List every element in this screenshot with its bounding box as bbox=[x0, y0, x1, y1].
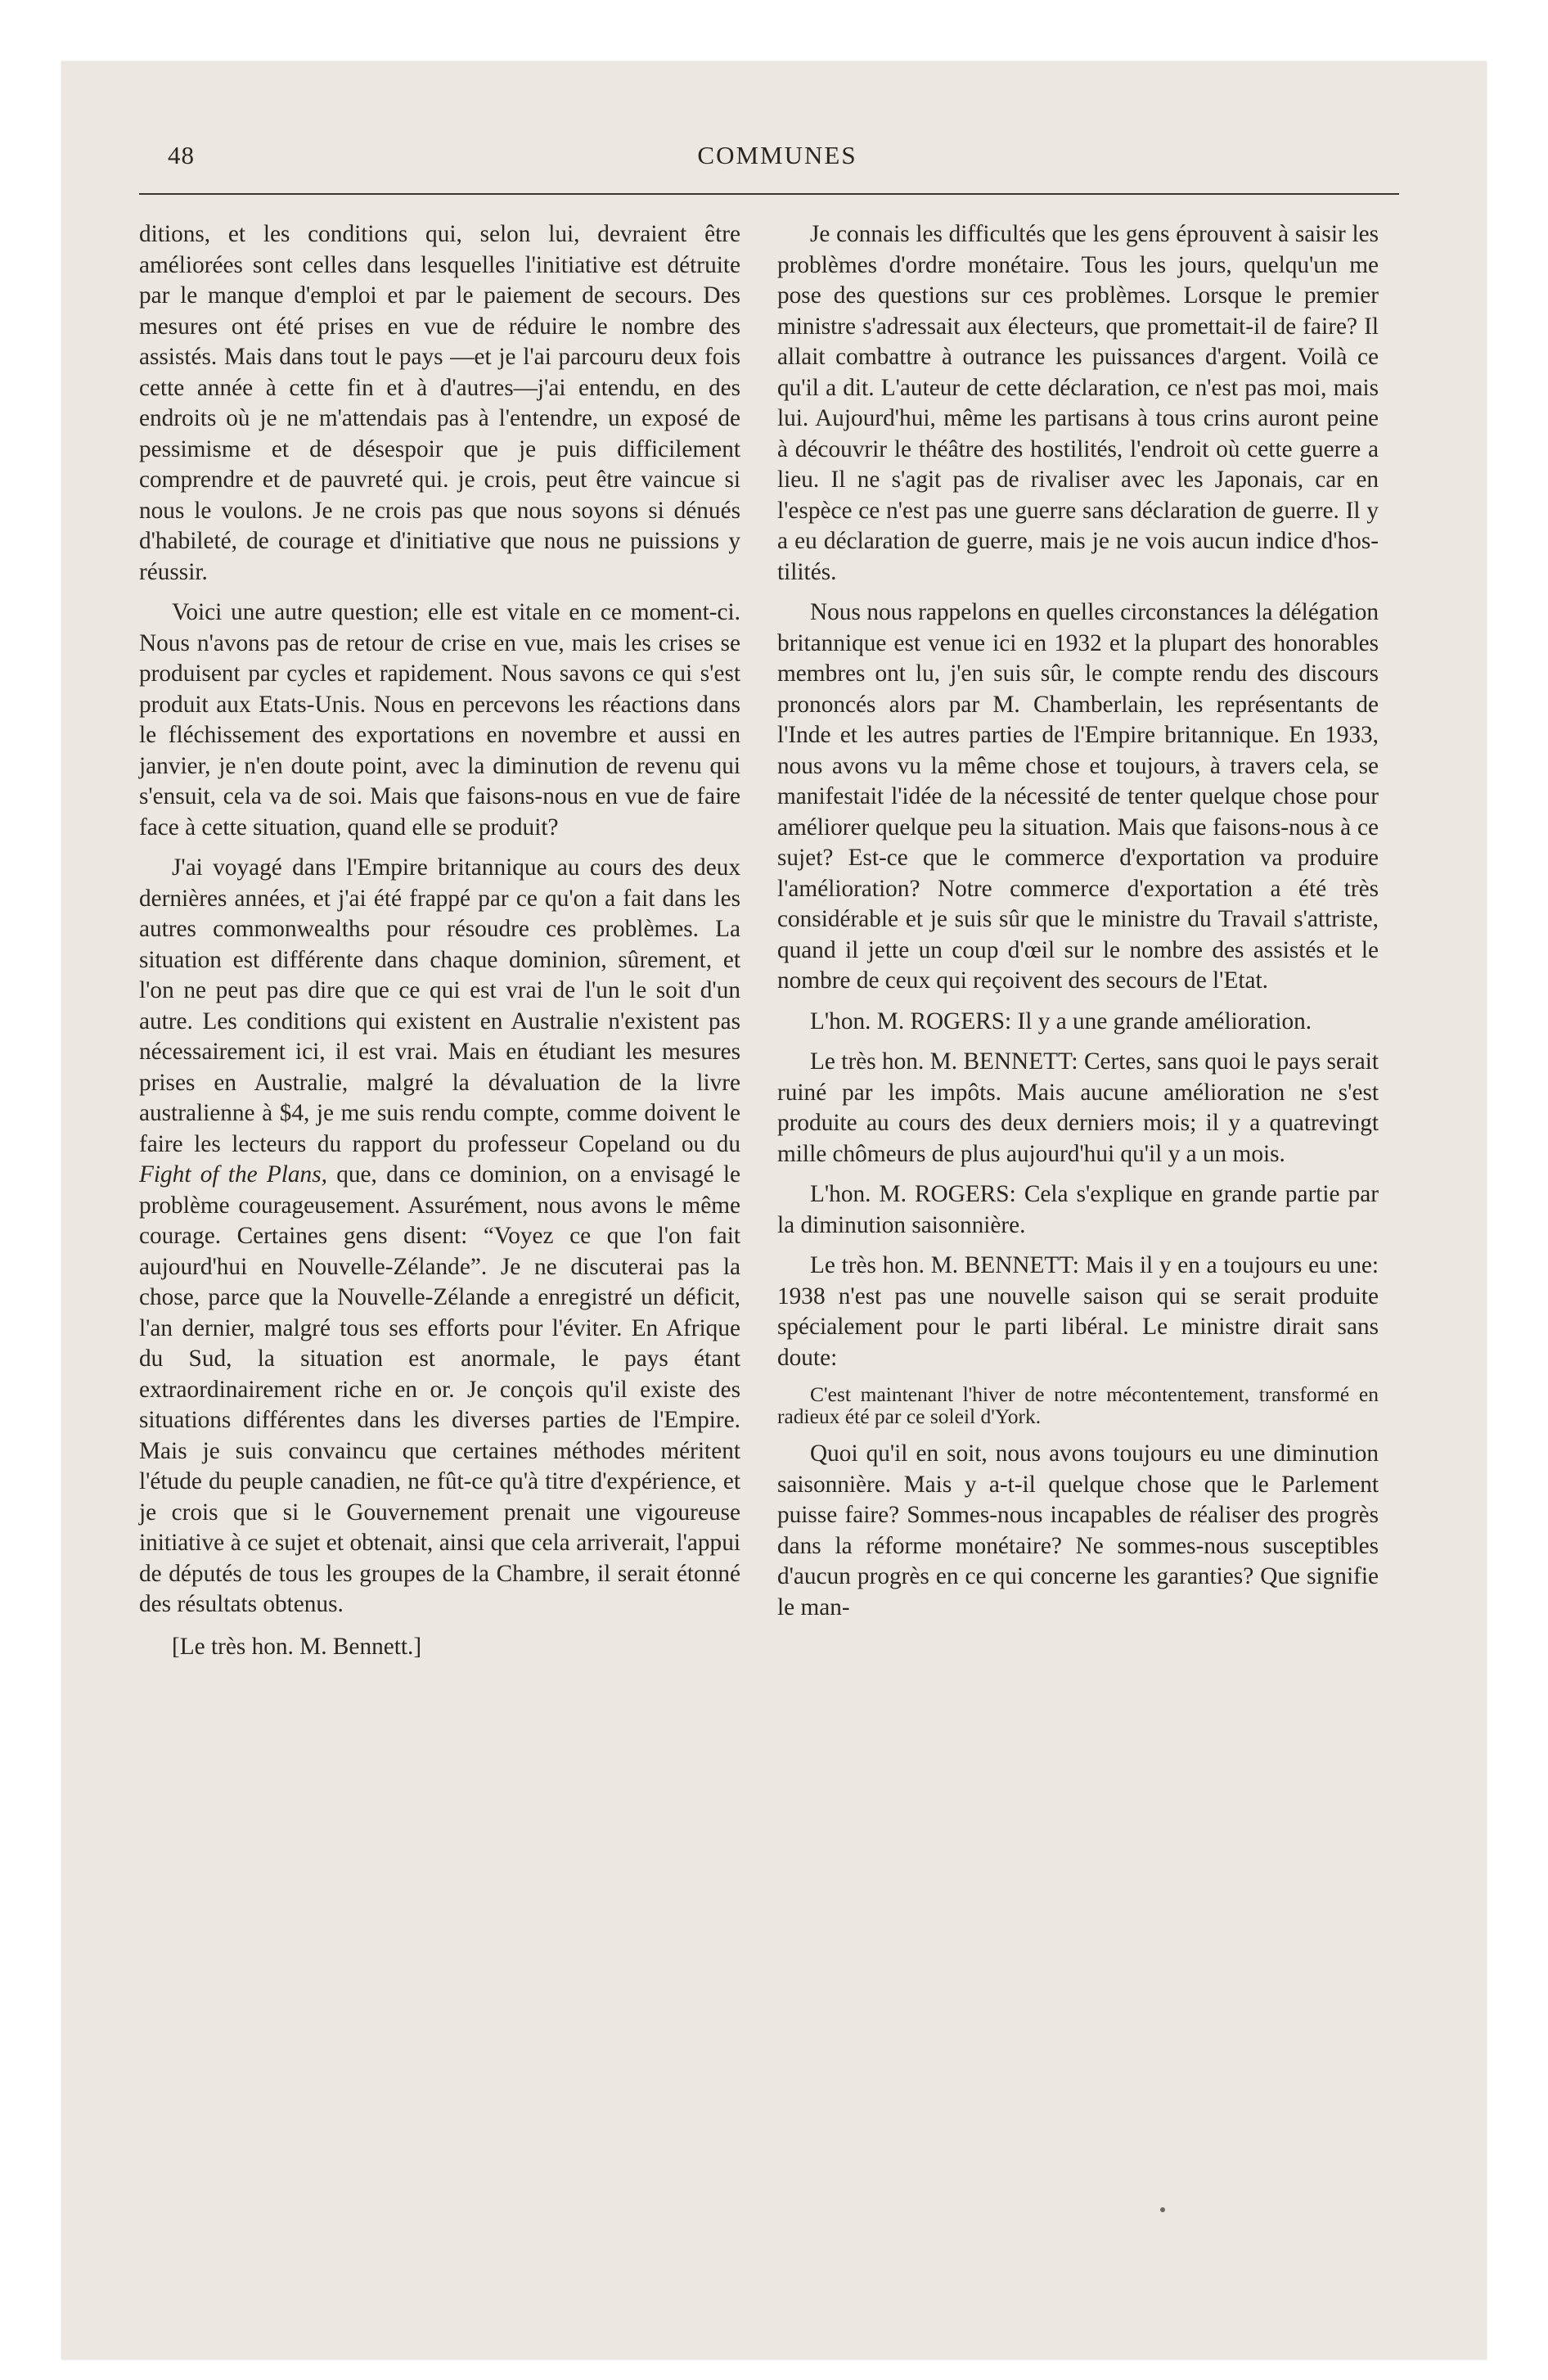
paragraph: ditions, et les conditions qui, selon lui, devraient être améliorées sont celles dans lesquelles l'initiative est détruite par le manque d'emploi et par le paiement de secours. Des mesures ont été prises en vue de réduire le nombre des assistés. Mais dans tout le pays —et je l'ai parcouru deux fois cette année à cette fin et à d'autres—j'ai entendu, en des endroits où je ne m'attendais pas à l'entendre, un exposé de pessimisme et de désespoir que je puis difficilement comprendre et de pauvreté qui. je crois, peut être vaincue si nous le voulons. Je ne crois pas que nous soyons si dénués d'habileté, de courage et d'initiative que nous ne puissions y réussir. bbox=[139, 221, 740, 585]
paragraph: Le très hon. M. BENNETT: Mais il y en a toujours eu une: 1938 n'est pas une nouvelle saison qui se serait produite spécialement pour le parti libéral. Le ministre dirait sans doute: bbox=[777, 1252, 1379, 1371]
running-title: COMMUNES bbox=[697, 141, 857, 169]
paragraph-text: J'ai voyagé dans l'Empire britannique au cours des deux dernières années, et j'ai été frappé par ce qu'on a fait dans les autres commonwealths pour résoudre ces problèmes. La situation est différente dans chaque dominion, sûrement, et l'on ne peut pas dire que ce qui est vrai de l'un le soit d'un autre. Les conditions qui existent en Australie n'existent pas nécessairement ici, il est vrai. Mais en étudiant les mesures prises en Australie, malgré la dévaluation de la livre australienne à $4, je me suis rendu compte, comme doivent le faire les lecteurs du rapport du professeur Copeland ou du bbox=[139, 854, 740, 1157]
paragraph: Le très hon. M. BENNETT: Certes, sans quoi le pays serait ruiné par les impôts. Mais aucune amélioration ne s'est produite au cours des deux derniers mois; il y a quatrevingt mille chômeurs de plus aujourd'hui qu'il y a un mois. bbox=[777, 1048, 1379, 1167]
paragraph: Nous nous rappelons en quelles circonstances la délégation britannique est venue ici en 1932 et la plupart des honorables membres ont lu, j'en suis sûr, le compte rendu des discours prononcés alors par M. Chamberlain, les représentants de l'Inde et les autres parties de l'Empire britannique. En 1933, nous avons vu la même chose et toujours, à travers cela, se manifestait l'idée de la nécessité de tenter quelque chose pour améliorer quelque peu la situation. Mais que faisons-nous à ce sujet? Est-ce que le commerce d'exportation va produire l'amélioration? Notre commerce d'exportation a été très considérable et je suis sûr que le ministre du Travail s'attriste, quand il jette un coup d'œil sur le nombre des assistés et le nombre de ceux qui reçoivent des secours de l'Etat. bbox=[777, 599, 1379, 994]
paragraph: Je connais les difficultés que les gens éprouvent à saisir les problèmes d'ordre monétaire. Tous les jours, quelqu'un me pose des questions sur ces problèmes. Lorsque le premier ministre s'adressait aux électeurs, que promettait-il de faire? Il allait combattre à outrance les puissances d'argent. Voilà ce qu'il a dit. L'auteur de cette déclaration, ce n'est pas moi, mais lui. Aujourd'hui, même les partisans à tous crins auront peine à découvrir le théâtre des hostilités, l'endroit où cette guerre a lieu. Il ne s'agit pas de rivaliser avec les Japonais, car en l'espèce ce n'est pas une guerre sans déclaration de guerre. Il y a eu déclaration de guerre, mais je ne vois aucun indice d'hostilités. bbox=[777, 221, 1379, 585]
italic-title: Fight of the Plans, bbox=[139, 1161, 327, 1188]
right-column bbox=[777, 219, 1379, 1623]
paragraph: Quoi qu'il en soit, nous avons toujours eu une diminution saisonnière. Mais y a-t-il quelque chose que le Parlement puisse faire? Sommes-nous incapables de réaliser des progrès dans la réforme monétaire? Ne sommes-nous susceptibles d'aucun progrès en ce qui concerne les garanties? Que signifie le man- bbox=[777, 1440, 1379, 1620]
paragraph-text: que, dans ce dominion, on a envisagé le problème courageusement. Assurément, nous avons le même courage. Certaines gens disent: “Voyez ce que l'on fait aujourd'hui en Nouvelle-Zélande”. Je ne discuterai pas la chose, parce que la Nouvelle-Zélande a enregistré un déficit, l'an dernier, malgré tous ses efforts pour l'éviter. En Afrique du Sud, la situation est anormale, le pays étant extraordinairement riche en or. Je conçois qu'il existe des situations différentes dans les diverses parties de l'Empire. Mais je suis convaincu que certaines méthodes méritent l'étude du peuple canadien, ne fût-ce qu'à titre d'expérience, et je crois que si le Gouvernement prenait une vigoureuse initiative à ce sujet et obtenait, ainsi que cela arriverait, l'appui de députés de tous les groupes de la Chambre, il serait étonné des résultats obtenus. bbox=[139, 1161, 740, 1617]
page-header bbox=[164, 141, 1391, 190]
page-number: 48 bbox=[168, 141, 195, 169]
paragraph: L'hon. M. ROGERS: Cela s'explique en grande partie par la diminution saisonnière. bbox=[777, 1181, 1379, 1238]
header-rule bbox=[139, 193, 1399, 195]
left-column bbox=[139, 219, 740, 1662]
ink-speck bbox=[1160, 2207, 1165, 2212]
paragraph: Voici une autre question; elle est vitale en ce moment-ci. Nous n'avons pas de retour de crise en vue, mais les crises se produisent par cycles et rapidement. Nous savons ce qui s'est produit aux Etats-Unis. Nous en percevons les réactions dans le fléchissement des exportations en novembre et aussi en janvier, je n'en doute point, avec la diminution de revenu qui s'ensuit, cela va de soi. Mais que faisons-nous en vue de faire face à cette situation, quand elle se produit? bbox=[139, 599, 740, 841]
block-quote: C'est maintenant l'hiver de notre mécontentement, transformé en radieux été par ce soleil d'York. bbox=[777, 1382, 1379, 1428]
speaker-attribution: [Le très hon. M. Bennett.] bbox=[172, 1633, 422, 1660]
paragraph bbox=[139, 853, 740, 1620]
paragraph: L'hon. M. ROGERS: Il y a une grande amélioration. bbox=[810, 1007, 1312, 1034]
